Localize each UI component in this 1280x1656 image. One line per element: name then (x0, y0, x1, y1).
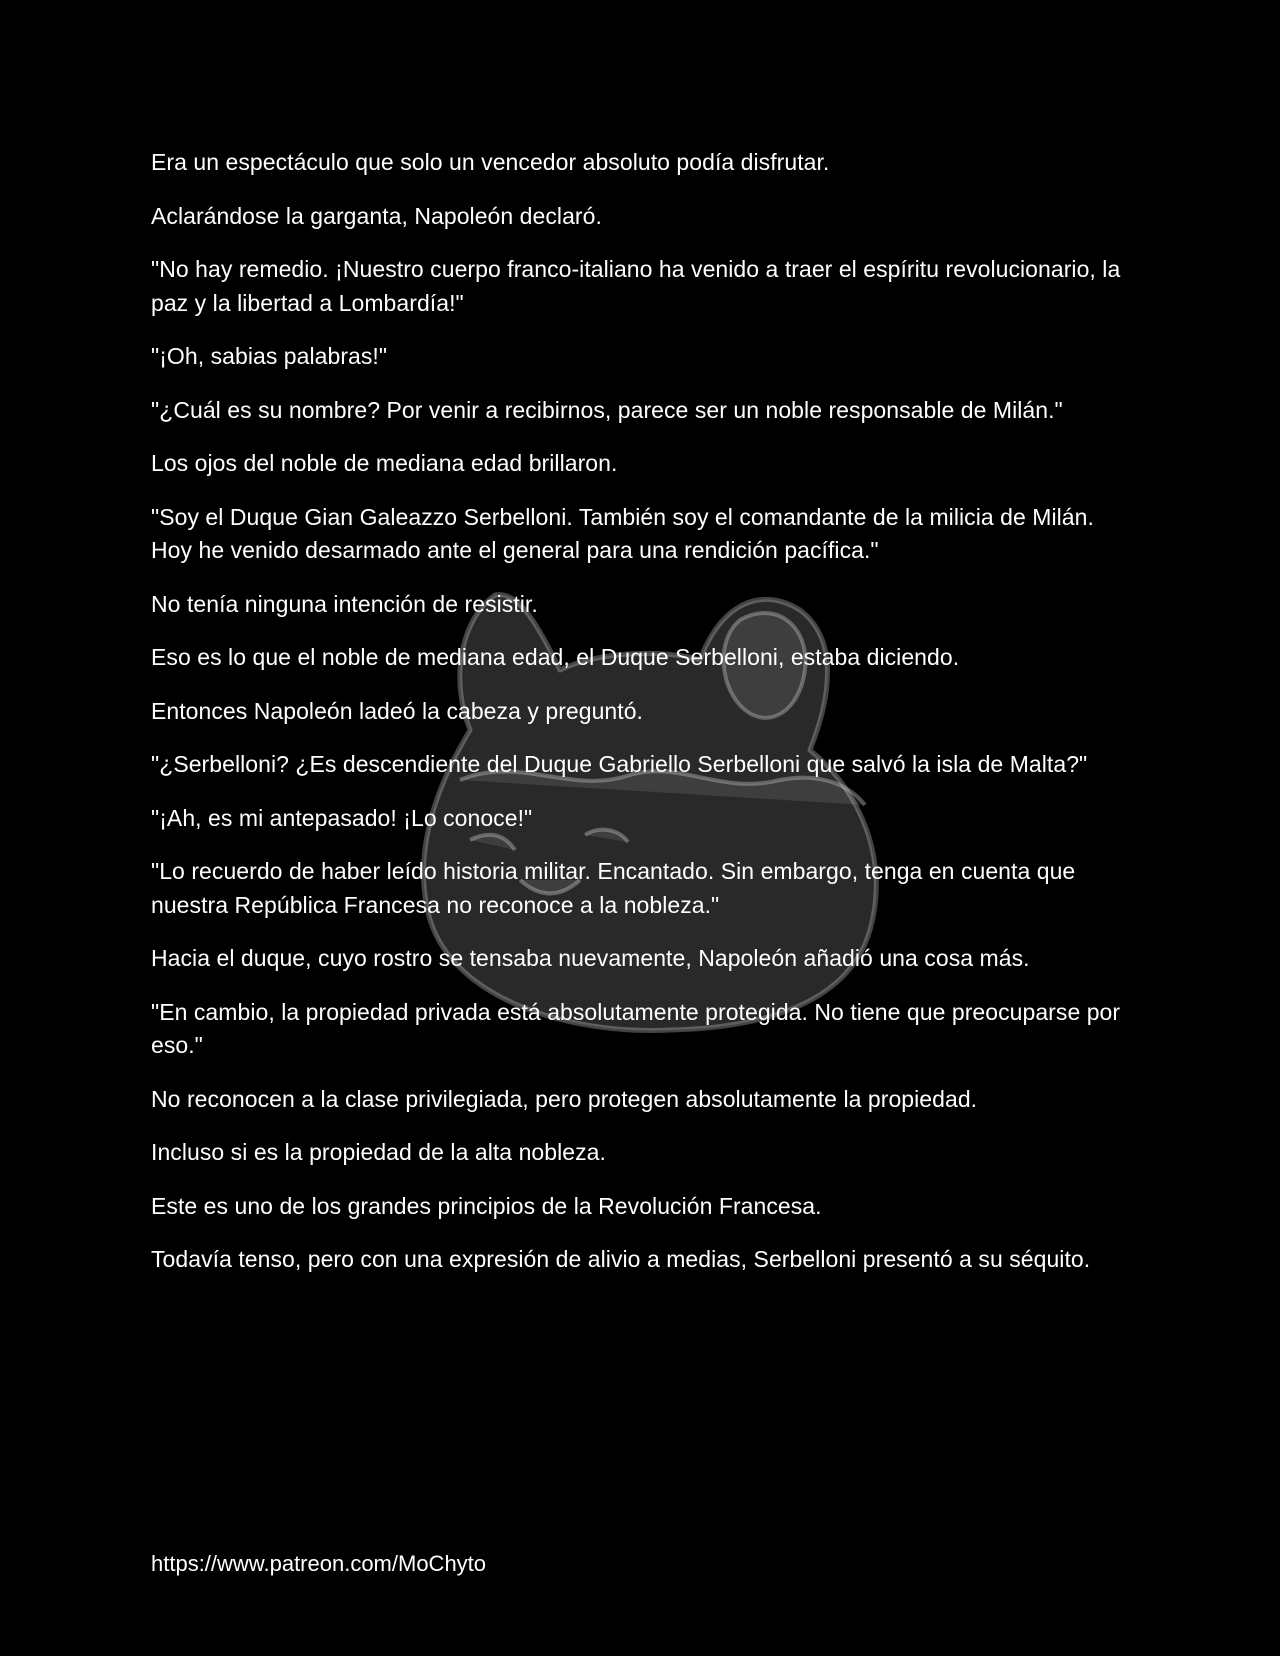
paragraph: "En cambio, la propiedad privada está absolutamente protegida. No tiene que preocuparse por eso." (151, 998, 1121, 1058)
patreon-link[interactable]: https://www.patreon.com/MoChyto (151, 1551, 487, 1576)
paragraph: "Lo recuerdo de haber leído historia militar. Encantado. Sin embargo, tenga en cuenta que nuestra República Francesa no reconoce a la nobleza." (151, 858, 1076, 918)
paragraph: "¿Serbelloni? ¿Es descendiente del Duque Gabriello Serbelloni que salvó la isla de Malta?" (151, 751, 1088, 777)
paragraph: Este es uno de los grandes principios de la Revolución Francesa. (151, 1192, 822, 1219)
paragraph: Eso es lo que el noble de mediana edad, el Duque Serbelloni, estaba diciendo. (151, 644, 960, 670)
paragraph: "¿Cuál es su nombre? Por venir a recibirnos, parece ser un noble responsable de Milán." (151, 396, 1063, 423)
story-text (151, 146, 1131, 1297)
paragraph: Hacia el duque, cuyo rostro se tensaba nuevamente, Napoleón añadió una cosa más. (151, 945, 1030, 971)
paragraph: No tenía ninguna intención de resistir. (151, 590, 538, 617)
paragraph: "¡Ah, es mi antepasado! ¡Lo conoce!" (151, 804, 533, 831)
paragraph: "Soy el Duque Gian Galeazzo Serbelloni. También soy el comandante de la milicia de Milán. Hoy he venido desarmado ante el general para una rendición pacífica." (151, 503, 1094, 563)
paragraph: "¡Oh, sabias palabras!" (151, 343, 388, 369)
paragraph: Incluso si es la propiedad de la alta nobleza. (151, 1139, 606, 1165)
paragraph: Era un espectáculo que solo un vencedor absoluto podía disfrutar. (151, 149, 830, 175)
paragraph: Los ojos del noble de mediana edad brillaron. (151, 450, 618, 476)
paragraph: "No hay remedio. ¡Nuestro cuerpo franco-italiano ha venido a traer el espíritu revolucionario, la paz y la libertad a Lombardía!" (151, 256, 1121, 316)
paragraph: Todavía tenso, pero con una expresión de alivio a medias, Serbelloni presentó a su séquito. (151, 1246, 1091, 1272)
paragraph: Entonces Napoleón ladeó la cabeza y preguntó. (151, 697, 643, 724)
paragraph: Aclarándose la garganta, Napoleón declaró. (151, 202, 602, 229)
paragraph: No reconocen a la clase privilegiada, pero protegen absolutamente la propiedad. (151, 1085, 978, 1112)
